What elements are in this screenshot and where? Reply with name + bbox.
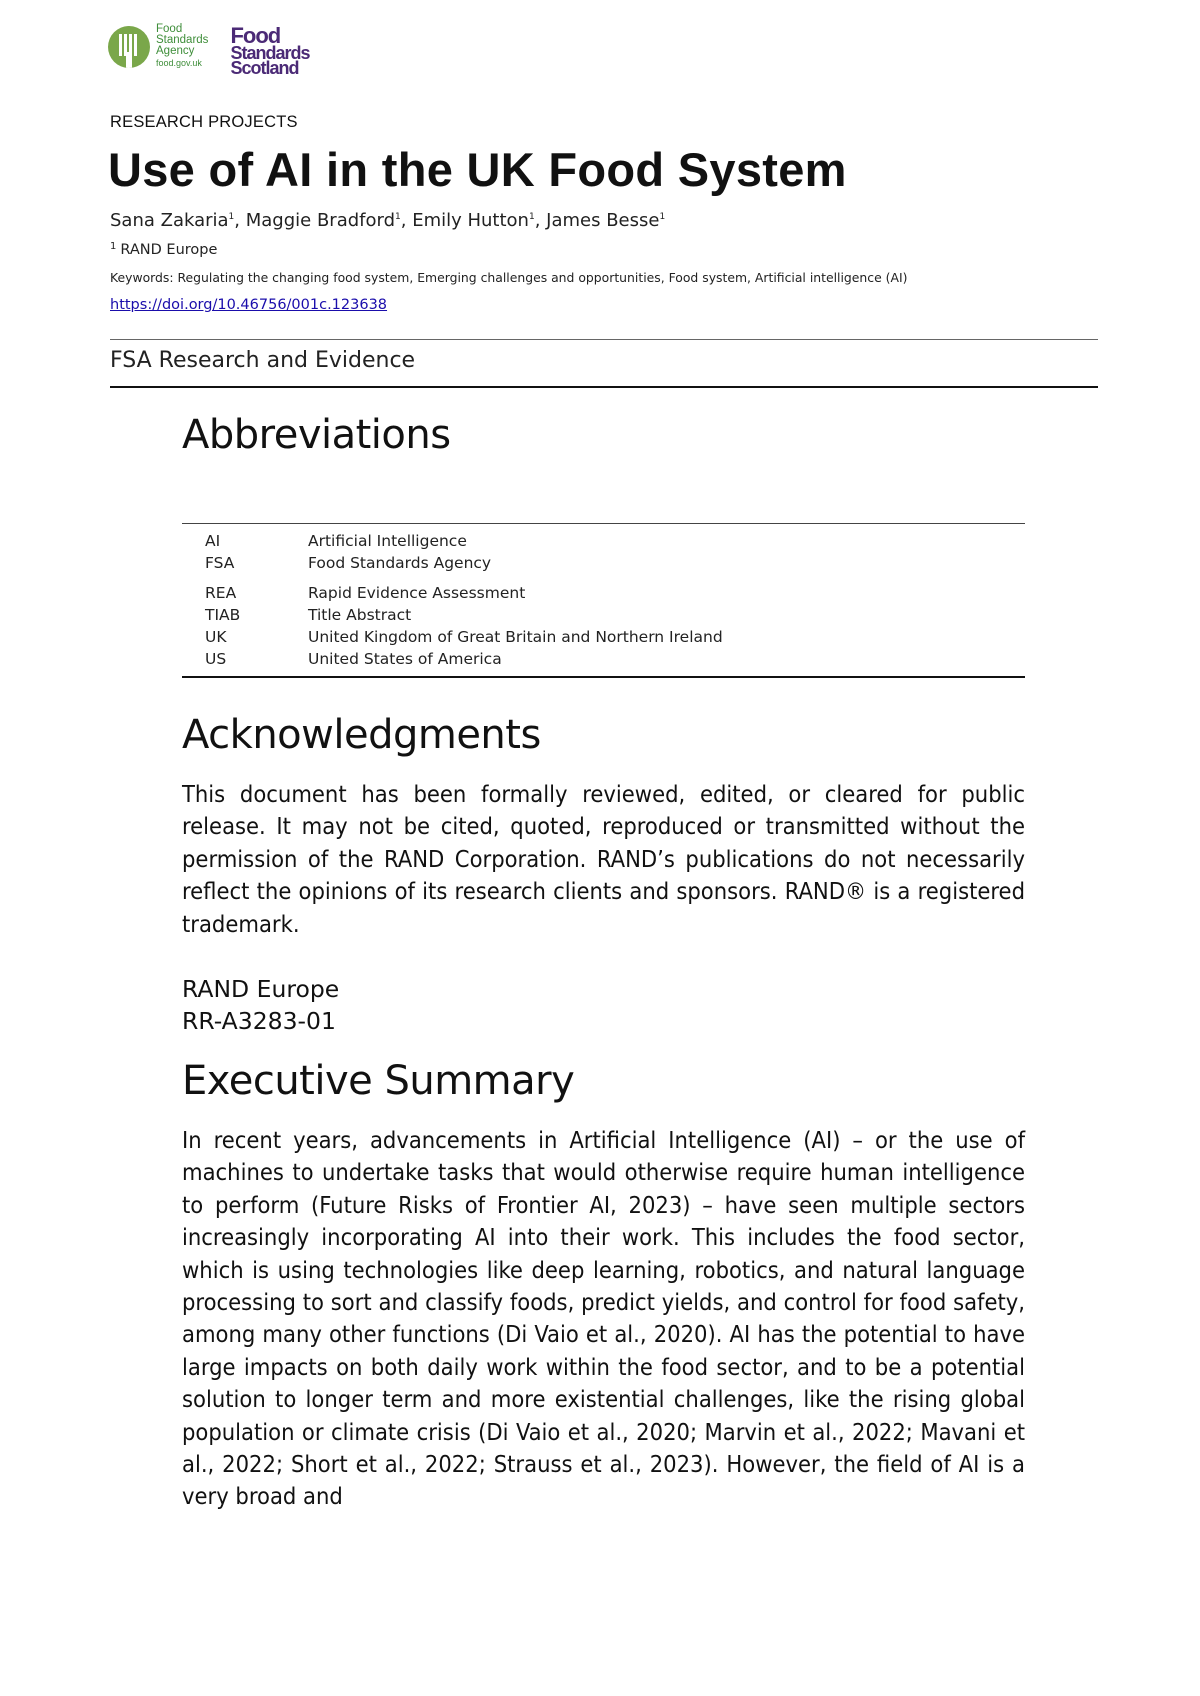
acknowledgments-org-block bbox=[182, 973, 339, 1038]
definition: Rapid Evidence Assessment bbox=[308, 584, 526, 602]
table-row bbox=[182, 604, 1025, 626]
table-row bbox=[182, 626, 1025, 648]
definition: United Kingdom of Great Britain and Northern Ireland bbox=[308, 628, 723, 646]
definition: United States of America bbox=[308, 650, 502, 668]
abbreviations-heading: Abbreviations bbox=[182, 412, 451, 458]
author-list: Sana Zakaria$^1$, Maggie Bradford$^1$, Emily Hutton$^1$, James Besse$^1$ bbox=[110, 210, 666, 231]
journal-name: FSA Research and Evidence bbox=[110, 348, 416, 373]
abbreviation: UK bbox=[205, 628, 227, 646]
logos bbox=[108, 24, 309, 80]
acknowledgments-heading: Acknowledgments bbox=[182, 712, 541, 758]
definition: Title Abstract bbox=[308, 606, 412, 624]
fss-logo-line: Standards bbox=[230, 43, 310, 63]
abbreviation: TIAB bbox=[205, 606, 241, 624]
affiliation-name: RAND Europe bbox=[120, 242, 218, 258]
section-kicker: RESEARCH PROJECTS bbox=[110, 113, 298, 131]
table-row bbox=[182, 552, 1025, 574]
fss-logo bbox=[230, 23, 310, 78]
author-affiliation-mark: 1 bbox=[659, 212, 666, 222]
fsa-logo-text bbox=[156, 24, 208, 69]
table-row bbox=[182, 648, 1025, 670]
author: James Besse bbox=[546, 210, 660, 231]
abbreviation: REA bbox=[205, 584, 237, 602]
organization: RAND Europe bbox=[182, 975, 340, 1003]
divider bbox=[110, 386, 1098, 388]
fsa-logo-line: Food bbox=[156, 23, 183, 35]
executive-summary-heading: Executive Summary bbox=[182, 1058, 575, 1104]
definition: Artificial Intelligence bbox=[308, 532, 467, 550]
table-row bbox=[182, 530, 1025, 552]
abbreviation: AI bbox=[205, 532, 221, 550]
author: Maggie Bradford bbox=[245, 210, 396, 231]
affiliation bbox=[110, 241, 217, 258]
acknowledgments-body: This document has been formally reviewed, edited, or cleared for public release. It may not be cited, quoted, reproduced or transmitted without the permission of the RAND Corporation. RAND’s publications do not necessarily reflect the opinions of its research clients and sponsors. RAND® is a registered trademark. bbox=[182, 780, 1025, 938]
author-affiliation-mark: 1 bbox=[528, 212, 535, 222]
author-affiliation-mark: 1 bbox=[228, 212, 235, 222]
author: Emily Hutton bbox=[412, 210, 529, 231]
doi-link[interactable]: https://doi.org/10.46756/001c.123638 bbox=[110, 297, 388, 313]
table-row bbox=[182, 582, 1025, 604]
abbreviations-table bbox=[182, 523, 1025, 678]
fsa-logo-line: Standards bbox=[156, 34, 209, 46]
abbreviation: US bbox=[205, 650, 227, 668]
article-title: Use of AI in the UK Food System bbox=[108, 143, 847, 196]
report-id: RR-A3283-01 bbox=[182, 1007, 336, 1036]
author: Sana Zakaria bbox=[110, 210, 229, 231]
fork-icon bbox=[108, 26, 150, 68]
keywords: Keywords: Regulating the changing food system, Emerging challenges and opportunities, Food system, Artificial intelligence (AI) bbox=[110, 270, 908, 285]
abbreviation: FSA bbox=[205, 554, 235, 572]
fsa-logo-line: Agency bbox=[156, 45, 195, 57]
fss-logo-line: Food bbox=[230, 23, 281, 48]
divider bbox=[110, 339, 1098, 340]
fss-logo-line: Scotland bbox=[230, 58, 299, 78]
author-affiliation-mark: 1 bbox=[395, 212, 401, 222]
executive-summary-body: In recent years, advancements in Artificial Intelligence (AI) – or the use of machines to undertake tasks that would otherwise require human intelligence to perform (Future Risks of Frontier AI, 2023) – have seen multiple sectors increasingly incorporating AI into their work. This includes the food sector, which is using technologies like deep learning, robotics, and natural language processing to sort and classify foods, predict yields, and control for food safety, among many other functions (Di Vaio et al., 2020). AI has the potential to have large impacts on both daily work within the food sector, and to be a potential solution to longer term and more existential challenges, like the rising global population or climate crisis (Di Vaio et al., 2020; Marvin et al., 2022; Mavani et al., 2022; Short et al., 2022; Strauss et al., 2023). However, the field of AI is a very broad and bbox=[182, 1126, 1025, 1511]
fsa-logo bbox=[108, 24, 208, 69]
definition: Food Standards Agency bbox=[308, 554, 492, 572]
fsa-logo-url: food.gov.uk bbox=[156, 58, 202, 68]
affiliation-mark: 1 bbox=[110, 241, 117, 252]
